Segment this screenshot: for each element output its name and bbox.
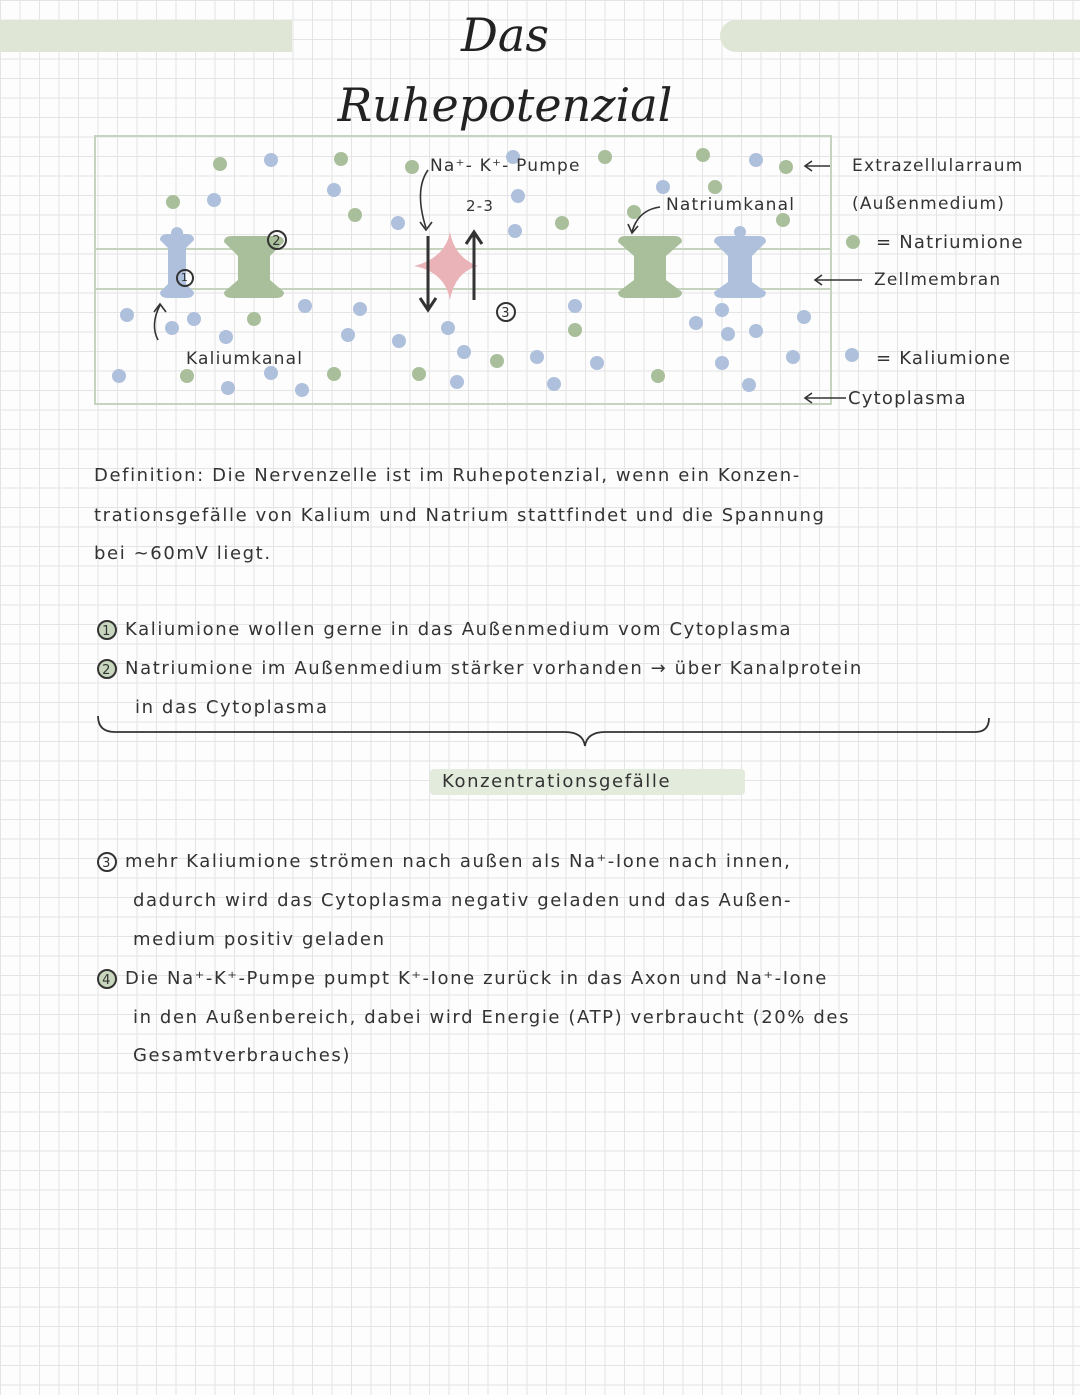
sodium-channel-right xyxy=(618,236,682,298)
point-1-number: 1 xyxy=(97,620,117,640)
point-3-line-2: dadurch wird das Cytoplasma negativ geladen und das Außen- xyxy=(133,890,793,911)
definition-line-3: bei ~60mV liegt. xyxy=(94,543,272,564)
marker-2: 2 xyxy=(267,230,295,250)
point-4-text: Die Na⁺-K⁺-Pumpe pumpt K⁺-Ione zurück in das Axon und Na⁺-Ione xyxy=(125,968,828,989)
legend-cytoplasm: Cytoplasma xyxy=(848,388,967,409)
legend-outer-medium: (Außenmedium) xyxy=(852,194,1006,214)
legend-potassium-ions: = Kaliumione xyxy=(876,348,1012,369)
point-4 xyxy=(97,968,828,989)
legend-sodium-ions: = Natriumione xyxy=(876,232,1024,253)
point-4-line-2: in den Außenbereich, dabei wird Energie (ATP) verbraucht (20% des xyxy=(133,1007,851,1028)
page-title: Das Ruhepotenzial xyxy=(337,8,673,132)
marker-1: 1 xyxy=(176,268,202,288)
legend-potassium-dot xyxy=(845,348,859,362)
point-2-number: 2 xyxy=(97,659,117,679)
pump-ratio-label: 2-3 xyxy=(466,197,495,215)
point-4-number: 4 xyxy=(97,969,117,989)
point-2 xyxy=(97,658,863,679)
marker-3: 3 xyxy=(496,302,524,322)
definition-line-2: trationsgefälle von Kalium und Natrium stattfindet und die Spannung xyxy=(94,505,826,526)
sodium-channel-label: Natriumkanal xyxy=(666,195,796,215)
potassium-channel-right xyxy=(714,226,766,298)
point-2-text: Natriumione im Außenmedium stärker vorhanden → über Kanalprotein xyxy=(125,658,863,679)
legend-sodium-dot xyxy=(846,235,860,249)
point-1 xyxy=(97,619,792,640)
point-4-line-3: Gesamtverbrauches) xyxy=(133,1045,351,1066)
point-3-line-3: medium positiv geladen xyxy=(133,929,386,950)
point-3-number: 3 xyxy=(97,852,117,872)
point-3 xyxy=(97,851,792,872)
point-2-line-2: in das Cytoplasma xyxy=(135,697,329,718)
definition-line-1: Definition: Die Nervenzelle ist im Ruhepotenzial, wenn ein Konzen- xyxy=(94,465,801,486)
legend-membrane: Zellmembran xyxy=(874,270,1002,290)
point-3-text: mehr Kaliumione strömen nach außen als Na⁺-Ione nach innen, xyxy=(125,851,792,872)
potassium-channel-label: Kaliumkanal xyxy=(186,349,304,369)
gradient-label: Konzentrationsgefälle xyxy=(442,771,672,792)
pump-label: Na⁺- K⁺- Pumpe xyxy=(430,156,581,176)
point-1-text: Kaliumione wollen gerne in das Außenmedium vom Cytoplasma xyxy=(125,619,793,640)
legend-extracellular: Extrazellularraum xyxy=(852,156,1024,176)
brace xyxy=(95,712,995,748)
